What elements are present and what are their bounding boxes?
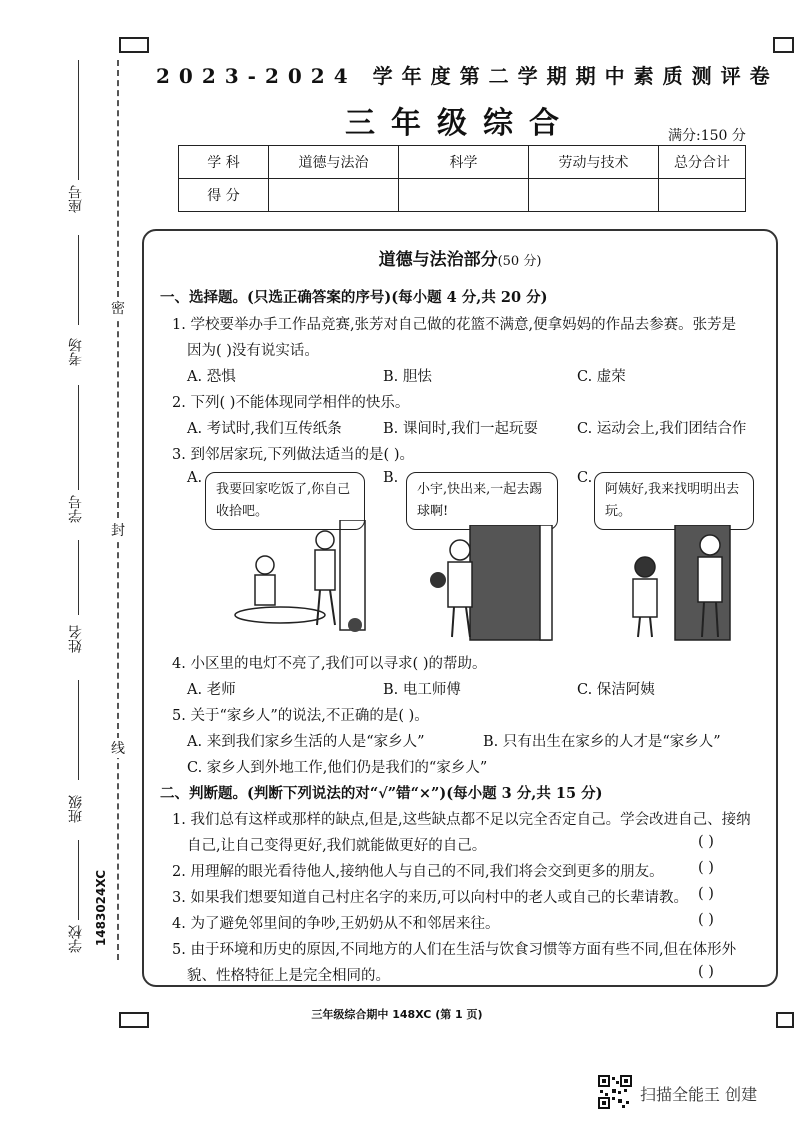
- judge-q5-answer[interactable]: ( ): [698, 964, 714, 980]
- q3-a-speech-bubble: 我要回家吃饭了,你自己收拾吧。: [205, 472, 365, 530]
- score-input-labor[interactable]: [529, 179, 659, 212]
- part1-heading: 一、选择题。(只选正确答案的序号)(每小题 4 分,共 20 分): [160, 289, 548, 306]
- score-input-science[interactable]: [399, 179, 529, 212]
- name-label: 姓名: [68, 625, 84, 653]
- q4-option-b[interactable]: B. 电工师傅: [383, 682, 461, 698]
- paper-code: 1483024XC: [94, 870, 108, 947]
- q5-text: 5. 关于“家乡人”的说法,不正确的是( )。: [172, 708, 429, 724]
- score-cell-label: 得 分: [179, 179, 269, 212]
- q3-c-illustration: [600, 525, 750, 645]
- judge-q5-line1: 5. 由于环境和历史的原因,不同地方的人们在生活与饮食习惯等方面有些不同,但在体形外: [172, 942, 737, 958]
- section-title-text: 道德与法治部分: [378, 250, 498, 270]
- binding-strip: [0, 0, 140, 1000]
- judge-q2: 2. 用理解的眼光看待他人,接纳他人与自己的不同,我们将会交到更多的朋友。: [172, 864, 664, 880]
- q2-option-c[interactable]: C. 运动会上,我们团结合作: [577, 421, 747, 437]
- q3-b-speech-bubble: 小宇,快出来,一起去踢球啊!: [406, 472, 558, 530]
- name-line: [78, 540, 79, 615]
- q5-option-a[interactable]: A. 来到我们家乡生活的人是“家乡人”: [187, 734, 425, 750]
- judge-q1-line1: 1. 我们总有这样或那样的缺点,但是,这些缺点都不足以完全否定自己。学会改进自己、接纳: [172, 812, 751, 828]
- scanner-watermark: 扫描全能王 创建: [640, 1085, 758, 1104]
- score-table-score-row: [179, 179, 746, 212]
- judge-q3-answer[interactable]: ( ): [698, 886, 714, 902]
- seat-label: 座号: [68, 185, 84, 213]
- score-cell-science: 科学: [399, 146, 529, 179]
- q3-option-c-label[interactable]: C.: [577, 470, 593, 486]
- q5-option-c[interactable]: C. 家乡人到外地工作,他们仍是我们的“家乡人”: [187, 760, 488, 776]
- q1-option-c[interactable]: C. 虚荣: [577, 369, 626, 385]
- q3-text: 3. 到邻居家玩,下列做法适当的是( )。: [172, 447, 414, 463]
- score-input-total[interactable]: [659, 179, 746, 212]
- class-label: 班级: [68, 795, 84, 823]
- q2-text: 2. 下列( )不能体现同学相伴的快乐。: [172, 395, 410, 411]
- score-input-moral[interactable]: [269, 179, 399, 212]
- score-cell-subject: 学 科: [179, 146, 269, 179]
- qr-code-icon: [598, 1075, 632, 1109]
- judge-q3: 3. 如果我们想要知道自己村庄名字的来历,可以向村中的老人或自己的长辈请教。: [172, 890, 689, 906]
- q3-b-illustration: [410, 525, 560, 645]
- subject-title: 三年级综合: [345, 106, 575, 141]
- q4-option-c[interactable]: C. 保洁阿姨: [577, 682, 655, 698]
- section-score: (50 分): [497, 254, 542, 269]
- school-label: 学校: [68, 925, 84, 953]
- part2-heading: 二、判断题。(判断下列说法的对“√”错“×”)(每小题 3 分,共 15 分): [160, 785, 603, 802]
- q3-c-speech-bubble: 阿姨好,我来找明明出去玩。: [594, 472, 754, 530]
- seal-char-xian: 线: [111, 738, 125, 758]
- seal-char-feng: 封: [111, 520, 125, 540]
- q1-option-a[interactable]: A. 恐惧: [187, 369, 236, 385]
- q4-text: 4. 小区里的电灯不亮了,我们可以寻求( )的帮助。: [172, 656, 487, 672]
- school-line: [78, 840, 79, 920]
- q1-text-line1: 1. 学校要举办手工作品竞赛,张芳对自己做的花篮不满意,便拿妈妈的作品去参赛。张芳是: [172, 317, 737, 333]
- student-no-label: 学号: [68, 495, 84, 523]
- q3-a-illustration: [225, 520, 375, 640]
- q2-option-b[interactable]: B. 课间时,我们一起玩耍: [383, 421, 538, 437]
- score-table: [178, 145, 746, 212]
- score-cell-labor: 劳动与技术: [529, 146, 659, 179]
- exam-room-line: [78, 235, 79, 325]
- judge-q4-answer[interactable]: ( ): [698, 912, 714, 928]
- seal-char-mi: 密: [111, 298, 125, 318]
- class-line: [78, 680, 79, 780]
- q1-option-b[interactable]: B. 胆怯: [383, 369, 432, 385]
- judge-q1-line2: 自己,让自己变得更好,我们就能做更好的自己。: [187, 838, 487, 854]
- score-cell-total: 总分合计: [659, 146, 746, 179]
- seat-line: [78, 60, 79, 180]
- q2-option-a[interactable]: A. 考试时,我们互传纸条: [187, 421, 342, 437]
- q4-option-a[interactable]: A. 老师: [187, 682, 236, 698]
- q1-text-line2: 因为( )没有说实话。: [187, 343, 319, 359]
- section-title: [142, 245, 778, 270]
- page-footer: 三年级综合期中 148XC (第 1 页): [311, 1008, 483, 1021]
- judge-q2-answer[interactable]: ( ): [698, 860, 714, 876]
- judge-q5-line2: 貌、性格特征上是完全相同的。: [187, 968, 390, 984]
- full-score: 满分:150 分: [668, 128, 746, 144]
- score-cell-moral: 道德与法治: [269, 146, 399, 179]
- student-no-line: [78, 385, 79, 490]
- score-table-header-row: [179, 146, 746, 179]
- exam-title: 2023-2024 学年度第二学期期中素质测评卷: [156, 64, 779, 88]
- q5-option-b[interactable]: B. 只有出生在家乡的人才是“家乡人”: [483, 734, 721, 750]
- seal-dashed-line: [117, 60, 119, 960]
- q3-option-b-label[interactable]: B.: [383, 470, 399, 486]
- exam-room-label: 考场: [68, 338, 84, 366]
- corner-mark-top-right: [773, 37, 794, 53]
- q3-option-a-label[interactable]: A.: [187, 470, 203, 486]
- judge-q4: 4. 为了避免邻里间的争吵,王奶奶从不和邻居来往。: [172, 916, 500, 932]
- judge-q1-answer[interactable]: ( ): [698, 834, 714, 850]
